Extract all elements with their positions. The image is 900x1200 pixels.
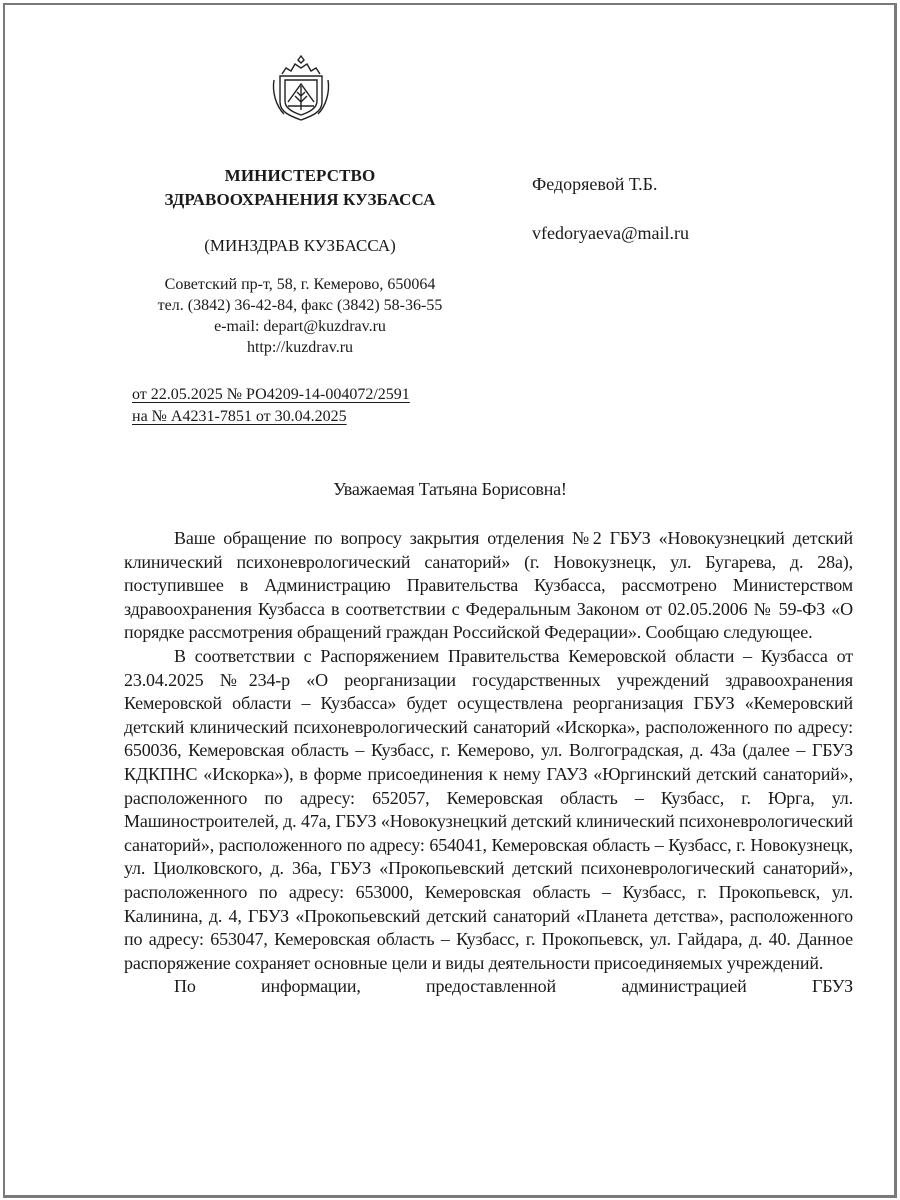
kuzbass-coat-of-arms-icon [268, 52, 334, 124]
salutation: Уважаемая Татьяна Борисовна! [333, 479, 567, 499]
document-reference [132, 384, 410, 428]
ministry-phone-fax: тел. (3842) 36-42-84, факс (3842) 58-36-55 [157, 297, 443, 314]
paragraph: Ваше обращение по вопросу закрытия отделения №2 ГБУЗ «Новокузнецкий детский клинический психоневрологический санаторий» (г. Новокузнецк, ул. Бугарева, д. 28а), поступившее в Администрацию Правительства Кузбасса, рассмотрено Министерством здравоохранения Кузбасса в соответствии с Федеральным Законом от 02.05.2006 № 59-ФЗ «О порядке рассмотрения обращений граждан Российской Федерации». Сообщаю следующее. [124, 528, 853, 643]
ministry-email: e-mail: depart@kuzdrav.ru [214, 318, 386, 335]
ministry-address: Советский пр-т, 58, г. Кемерово, 650064 [164, 276, 436, 293]
incoming-number: на № А4231-7851 от 30.04.2025 [132, 408, 347, 425]
ministry-name-line1: МИНИСТЕРСТВО [224, 166, 376, 185]
ministry-abbreviation: (МИНЗДРАВ КУЗБАССА) [204, 236, 396, 255]
ministry-name-line2: ЗДРАВООХРАНЕНИЯ КУЗБАССА [164, 190, 436, 209]
recipient-block [532, 174, 689, 244]
letter-body [124, 527, 853, 999]
paragraph: В соответствии с Распоряжением Правительства Кемеровской области – Кузбасса от 23.04.2025 №234-р «О реорганизации государственных учреждений здравоохранения Кемеровской области – Кузбасса» будет осуществлена реорганизация ГБУЗ «Кемеровский детский клинический психоневрологический санаторий «Искорка», расположенного по адресу: 650036, Кемеровская область – Кузбасс, г. Кемерово, ул. Волгоградская, д. 43а (далее – ГБУЗ КДКПНС «Искорка»), в форме присоединения к нему ГАУЗ «Юргинский детский санаторий», расположенного по адресу: 652057, Кемеровская область – Кузбасс, г. Юрга, ул. Машиностроителей, д. 47а, ГБУЗ «Новокузнецкий детский клинический психоневрологический санаторий», расположенного по адресу: 654041, Кемеровская область – Кузбасс, г. Новокузнецк, ул. Циолковского, д. 36а, ГБУЗ «Прокопьевский детский психоневрологический санаторий», расположенного по адресу: 653000, Кемеровская область – Кузбасс, г. Прокопьевск, ул. Калинина, д. 4, ГБУЗ «Прокопьевский детский санаторий «Планета детства», расположенного по адресу: 653047, Кемеровская область – Кузбасс, г. Прокопьевск, ул. Гайдара, д. 40. Данное распоряжение сохраняет основные цели и виды деятельности присоединяемых учреждений. [124, 645, 853, 973]
outgoing-number: от 22.05.2025 № РО4209-14-004072/2591 [132, 386, 410, 403]
ministry-letterhead [120, 164, 480, 358]
paragraph: По информации, предоставленной администрацией ГБУЗ [174, 976, 853, 997]
ministry-website: http://kuzdrav.ru [246, 339, 354, 356]
recipient-name: Федоряевой Т.Б. [532, 174, 658, 194]
recipient-email: vfedoryaeva@mail.ru [532, 223, 690, 243]
